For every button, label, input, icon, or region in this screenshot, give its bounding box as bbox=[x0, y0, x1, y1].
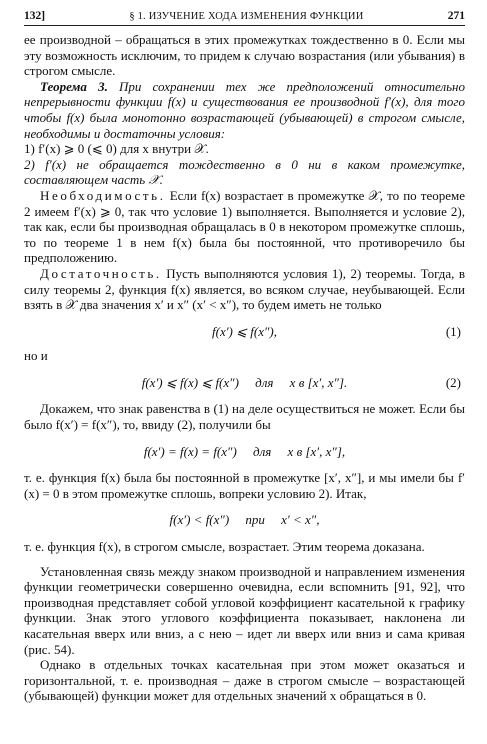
connector-text: но и bbox=[24, 348, 48, 364]
proof-paragraph: Докажем, что знак равенства в (1) на деле осуществиться не может. Если бы было f(x′) = f(x″), то, ввиду (2), получили бы bbox=[24, 401, 465, 433]
necessity-text: Если f(x) возрастает в промежутке 𝒳, то по теореме 2 имеем f′(x) ⩾ 0, так что условие 1) выполняется. Выполняется и условие 2), так как, если бы производная обращалась в 0 в некотором промежутке сплошь, то по теореме 1 в нем f(x) была бы постоянной, что противоречило бы предположению. bbox=[24, 187, 465, 266]
equation-1-formula: f(x′) ⩽ f(x″), bbox=[212, 323, 277, 339]
theorem-text: При сохранении тех же предположений относительно непрерывности функции f(x) и существования ее производной f′(x), для того чтобы f(x) была монотонно возрастающей (убывающей) в строгом смысле, необходимы и достаточны условия: bbox=[24, 78, 466, 141]
equation-1 bbox=[24, 324, 465, 340]
constant-paragraph: т. е. функция f(x) была бы постоянной в промежутке [x′, x″], и мы имели бы f′(x) = 0 в этом промежутке сплошь, вопреки условию 2). Итак, bbox=[24, 470, 465, 501]
section-ref: 132] bbox=[24, 10, 46, 22]
equation-2 bbox=[24, 375, 465, 391]
equation-4 bbox=[24, 512, 465, 528]
equation-1-tag: (1) bbox=[445, 323, 461, 339]
necessity-word: Необходимость. bbox=[40, 187, 166, 203]
geometry-paragraph: Установленная связь между знаком производной и направлением изменения функции геометрически совершенно очевидна, если вспомнить [91, 92], что производная представляет собой угловой коэффициент касательной к графику функции. Знак этого углового коэффициента показывает, наклонена ли касательная вверх или вниз, а с нею – идет ли вверх или вниз и сама кривая (рис. 54). bbox=[24, 563, 465, 657]
section-title: § 1. ИЗУЧЕНИЕ ХОДА ИЗМЕНЕНИЯ ФУНКЦИИ bbox=[129, 11, 364, 22]
final-paragraph: Однако в отдельных точках касательная при этом может оказаться и горизонтальной, т. е. производная – даже в строгом смысле – возрастающей (убывающей) функции может для отдельных значений x обращаться в 0. bbox=[24, 657, 465, 704]
sufficiency-text: Пусть выполняются условия 1), 2) теоремы. Тогда, в силу теоремы 2, функция f(x) является, во всяком случае, неубывающей. Если взять в 𝒳 два значения x′ и x″ (x′ < x″), то будем иметь не только bbox=[24, 265, 466, 313]
page-number: 271 bbox=[447, 10, 465, 22]
equation-2-formula: f(x′) ⩽ f(x) ⩽ f(x″) для x в [x′, x″]. bbox=[141, 374, 348, 390]
theorem-condition-2: 2) f′(x) не обращается тождественно в 0 ни в каком промежутке, составляющем часть 𝒳. bbox=[24, 156, 465, 188]
equation-3 bbox=[24, 444, 465, 460]
theorem-statement bbox=[24, 79, 465, 141]
sufficiency-word: Достаточность. bbox=[40, 265, 162, 281]
running-header bbox=[24, 10, 465, 26]
equation-3-formula: f(x′) = f(x) = f(x″) для x в [x′, x″], bbox=[143, 443, 346, 459]
sufficiency-paragraph bbox=[24, 266, 465, 313]
equation-4-formula: f(x′) < f(x″) при x′ < x″, bbox=[169, 512, 320, 528]
necessity-paragraph bbox=[24, 188, 465, 266]
theorem-label: Теорема 3. bbox=[40, 78, 108, 94]
paragraph-intro: ее производной – обращаться в этих промежутках тождественно в 0. Если мы эту возможность исключим, то придем к случаю возрастания (или убывания) в строгом смысле. bbox=[24, 32, 465, 79]
conclusion-paragraph: т. е. функция f(x), в строгом смысле, возрастает. Этим теорема доказана. bbox=[24, 539, 425, 555]
theorem-condition-1: 1) f′(x) ⩾ 0 (⩽ 0) для x внутри 𝒳. bbox=[24, 141, 209, 157]
equation-2-tag: (2) bbox=[445, 374, 461, 390]
